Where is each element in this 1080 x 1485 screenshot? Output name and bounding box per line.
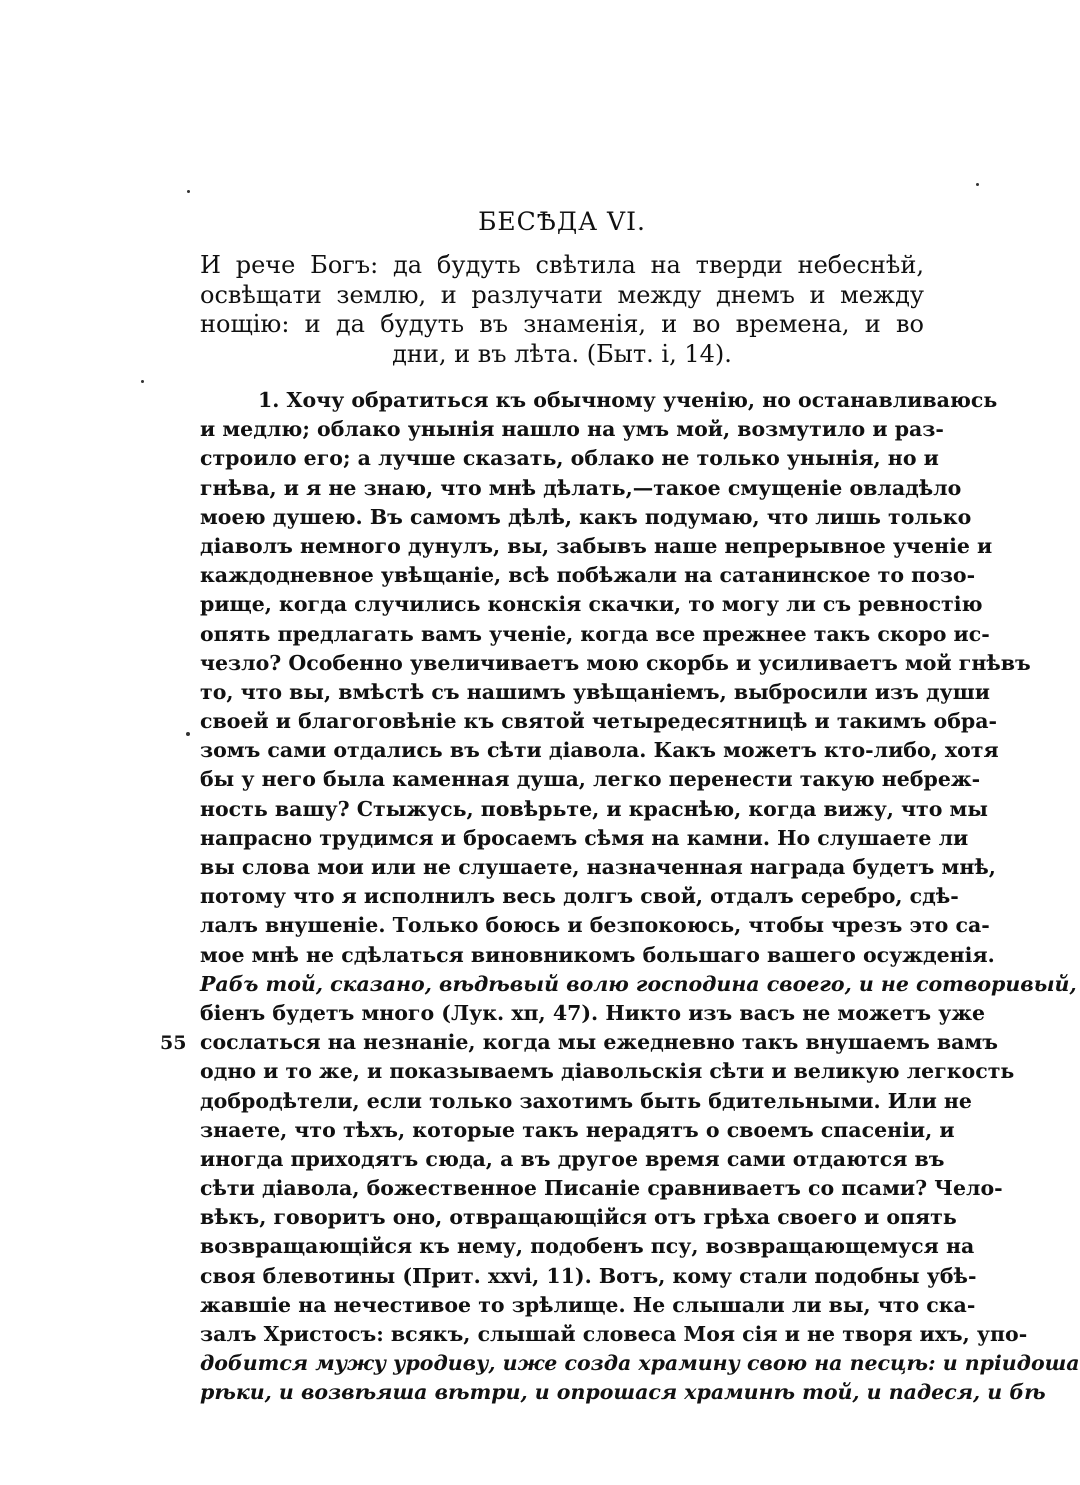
- body-line-italic: добится мужу уродиву, иже созда храмину свою на песцѣ: и пріидоша: [200, 1351, 1080, 1376]
- epigraph: [200, 251, 924, 369]
- body-line: гнѣва, и я не знаю, что мнѣ дѣлать,—такое смущеніе овладѣло: [200, 475, 962, 500]
- body-line: знаете, что тѣхъ, которые такъ нерадятъ о своемъ спасеніи, и: [200, 1117, 955, 1142]
- epigraph-line: нощію: и да будуть въ знаменія, и во времена, и во: [200, 310, 924, 338]
- body-line: 1. Хочу обратиться къ обычному ученію, но останавливаюсь: [258, 388, 998, 412]
- epigraph-line: освѣщати землю, и разлучати между днемъ и между: [200, 280, 924, 309]
- body-line: зомъ сами отдались въ сѣти діавола. Какъ можетъ кто-либо, хотя: [200, 738, 999, 763]
- body-line: чезло? Особенно увеличиваетъ мою скорбь и усиливаетъ мой гнѣвъ: [200, 650, 1031, 675]
- body-line: лалъ внушеніе. Только боюсь и безпокоюсь, чтобы чрезъ это са-: [200, 913, 990, 938]
- page-title: БЕСѢДА VI.: [478, 207, 646, 236]
- epigraph-line: И рече Богъ: да будуть свѣтила на тверди небеснѣй,: [200, 251, 924, 279]
- body-line: сѣти діавола, божественное Писаніе сравниваетъ со псами? Чело-: [200, 1176, 1003, 1201]
- body-line: мое мнѣ не сдѣлаться виновникомъ большаго вашего осужденія.: [200, 942, 995, 967]
- body-line: залъ Христосъ: всякъ, слышай словеса Моя сія и не творя ихъ, упо-: [200, 1322, 1028, 1346]
- body-line: біенъ будетъ много (Лук. хп, 47). Никто изъ васъ не можетъ уже: [200, 1000, 986, 1025]
- body-line: иногда приходятъ сюда, а въ другое время сами отдаются въ: [200, 1146, 945, 1171]
- body-line: и медлю; облако унынія нашло на умъ мой, возмутило и раз-: [200, 417, 944, 442]
- body-line: моею душею. Въ самомъ дѣлѣ, какъ подумаю, что лишь только: [200, 504, 972, 529]
- body-line: своей и благоговѣніе къ святой четыредесятницѣ и такимъ обра-: [200, 709, 997, 734]
- body-line: сослаться на незнаніе, когда мы ежедневно такъ внушаемъ вамъ: [200, 1030, 998, 1055]
- body-line: жавшіе на нечестивое то зрѣлище. Не слышали ли вы, что ска-: [200, 1292, 976, 1317]
- body-text: [200, 386, 1080, 1408]
- body-line: рище, когда случились конскія скачки, то могу ли съ ревностію: [200, 592, 983, 617]
- print-speck: [141, 380, 144, 383]
- body-line: строило его; а лучше сказать, облако не только унынія, но и: [200, 446, 939, 471]
- body-line: своя блевотины (Прит. ххvі, 11). Вотъ, кому стали подобны убѣ-: [200, 1263, 977, 1288]
- body-line: опять предлагать вамъ ученіе, когда все прежнее такъ скоро ис-: [200, 621, 990, 646]
- body-line: ность вашу? Стыжусь, повѣрьте, и краснѣю, когда вижу, что мы: [200, 796, 988, 821]
- body-line: вѣкъ, говоритъ оно, отвращающійся отъ грѣха своего и опять: [200, 1205, 957, 1230]
- margin-number: 55: [160, 1032, 187, 1054]
- body-line-italic: Рабъ той, сказано, вѣдѣвый волю господина своего, и не сотворивый,: [200, 971, 1077, 996]
- body-line: одно и то же, и показываемъ діавольскія сѣти и великую легкость: [200, 1059, 1015, 1084]
- epigraph-line: дни, и въ лѣта. (Быт. і, 14).: [392, 339, 732, 368]
- body-line: каждодневное увѣщаніе, всѣ побѣжали на сатанинское то позо-: [200, 563, 976, 588]
- body-line-italic: рѣки, и возвѣяша вѣтри, и опрошася храминѣ той, и падеся, и бѣ: [200, 1380, 1046, 1405]
- body-line: возвращающійся къ нему, подобенъ псу, возвращающемуся на: [200, 1234, 975, 1259]
- body-line: діаволъ немного дунулъ, вы, забывъ наше непрерывное ученіе и: [200, 533, 993, 558]
- print-speck: [187, 190, 190, 193]
- print-speck: [976, 183, 979, 186]
- body-line: потому что я исполнилъ весь долгъ свой, отдалъ серебро, сдѣ-: [200, 884, 959, 909]
- body-line: бы у него была каменная душа, легко перенести такую небреж-: [200, 767, 981, 792]
- body-line: напрасно трудимся и бросаемъ сѣмя на камни. Но слушаете ли: [200, 825, 969, 850]
- body-line: то, что вы, вмѣстѣ съ нашимъ увѣщаніемъ, выбросили изъ души: [200, 679, 990, 704]
- body-line: вы слова мои или не слушаете, назначенная награда будетъ мнѣ,: [200, 855, 996, 879]
- print-speck: [186, 732, 190, 736]
- body-line: добродѣтели, если только захотимъ быть бдительными. Или не: [200, 1088, 972, 1113]
